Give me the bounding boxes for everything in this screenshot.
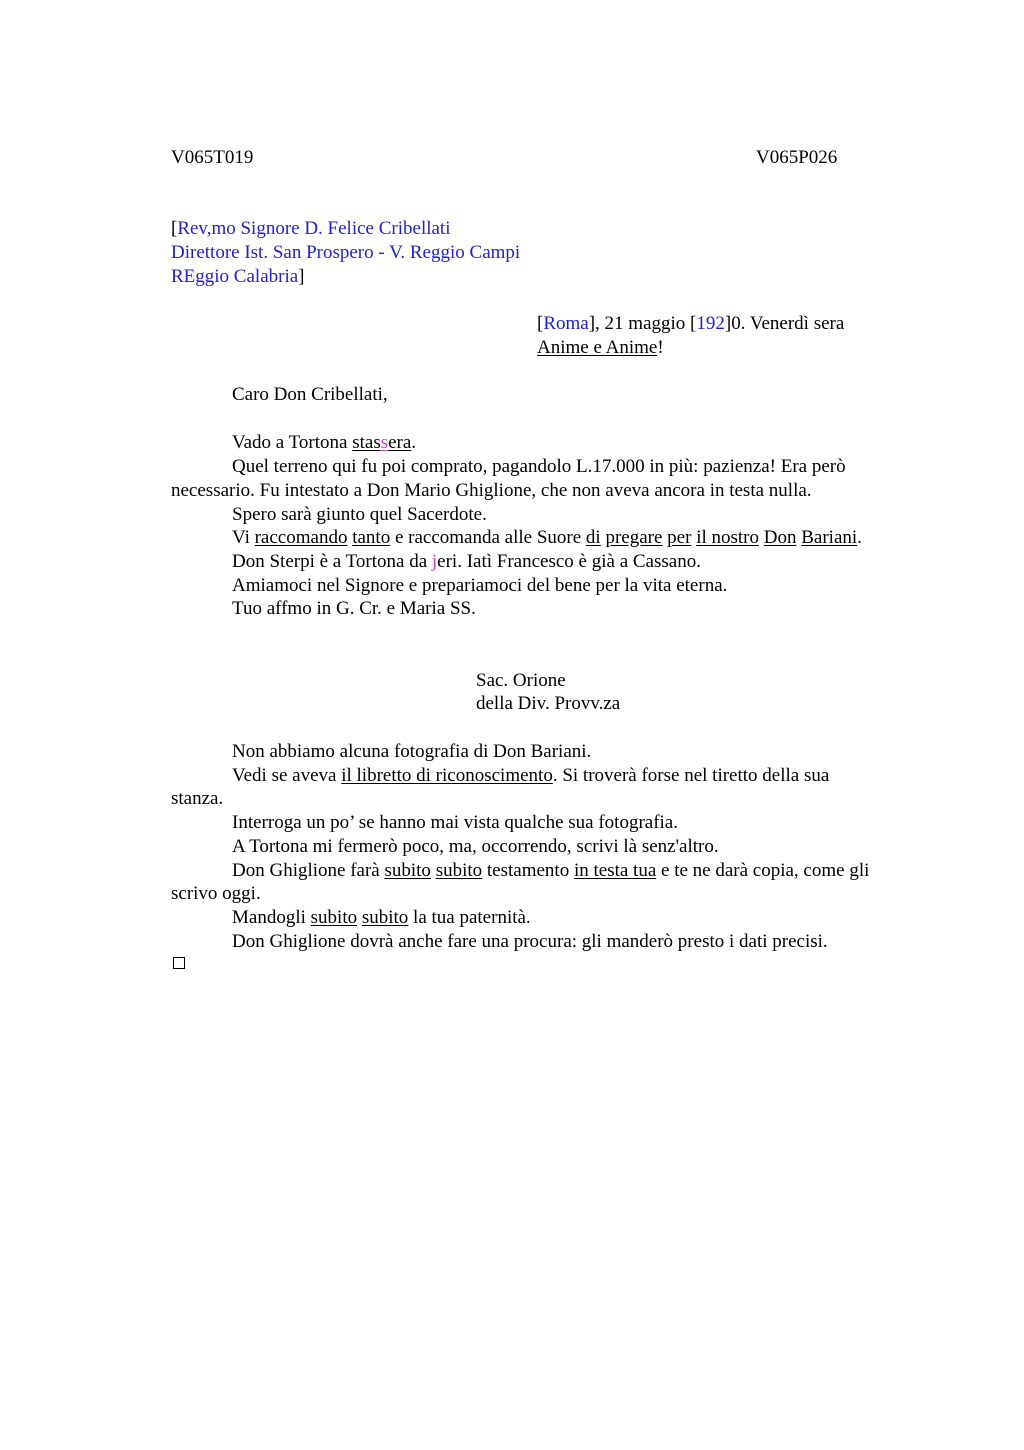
postscript-line-1: Non abbiamo alcuna fotografia di Don Bariani. [232,741,592,762]
postscript-line-7: scrivo oggi. [171,883,261,904]
postscript-line-5: A Tortona mi fermerò poco, ma, occorrendo, scrivi là senz'altro. [232,836,719,857]
signature-name: Sac. Orione [476,670,566,691]
postscript-line-6: Don Ghiglione farà subito subito testamento in testa tua e te ne darà copia, come gli [232,860,870,881]
body-line-8: Tuo affmo in G. Cr. e Maria SS. [232,598,476,619]
salutation: Caro Don Cribellati, [232,384,388,405]
body-line-6: Don Sterpi è a Tortona da jeri. Iatì Francesco è già a Cassano. [232,551,701,572]
address-line-3: REggio Calabria] [171,266,305,287]
dateline: [Roma], 21 maggio [192]0. Venerdì sera [537,313,845,334]
postscript-line-9: Don Ghiglione dovrà anche fare una procura: gli manderò presto i dati precisi. [232,931,828,952]
postscript-line-2: Vedi se aveva il libretto di riconoscimento. Si troverà forse nel tiretto della sua [232,765,830,786]
postscript-line-3: stanza. [171,788,224,809]
header-right-code: V065P026 [756,147,838,168]
body-line-1: Vado a Tortona stassera. [232,432,417,453]
body-line-3: necessario. Fu intestato a Don Mario Ghiglione, che non aveva ancora in testa nulla. [171,480,812,501]
postscript-line-4: Interroga un po’ se hanno mai vista qualche sua fotografia. [232,812,678,833]
motto: Anime e Anime! [537,337,664,358]
body-line-2: Quel terreno qui fu poi comprato, pagandolo L.17.000 in più: pazienza! Era però [232,456,846,477]
signature-title: della Div. Provv.za [476,693,621,714]
body-line-7: Amiamoci nel Signore e prepariamoci del bene per la vita eterna. [232,575,728,596]
address-line-1: [Rev,mo Signore D. Felice Cribellati [171,218,451,239]
body-line-5: Vi raccomando tanto e raccomanda alle Suore di pregare per il nostro Don Bariani. [232,527,862,548]
address-line-2: Direttore Ist. San Prospero - V. Reggio Campi [171,242,521,263]
body-line-4: Spero sarà giunto quel Sacerdote. [232,504,487,525]
square-icon [173,957,185,969]
postscript-line-8: Mandogli subito subito la tua paternità. [232,907,531,928]
header-left-code: V065T019 [171,147,254,168]
